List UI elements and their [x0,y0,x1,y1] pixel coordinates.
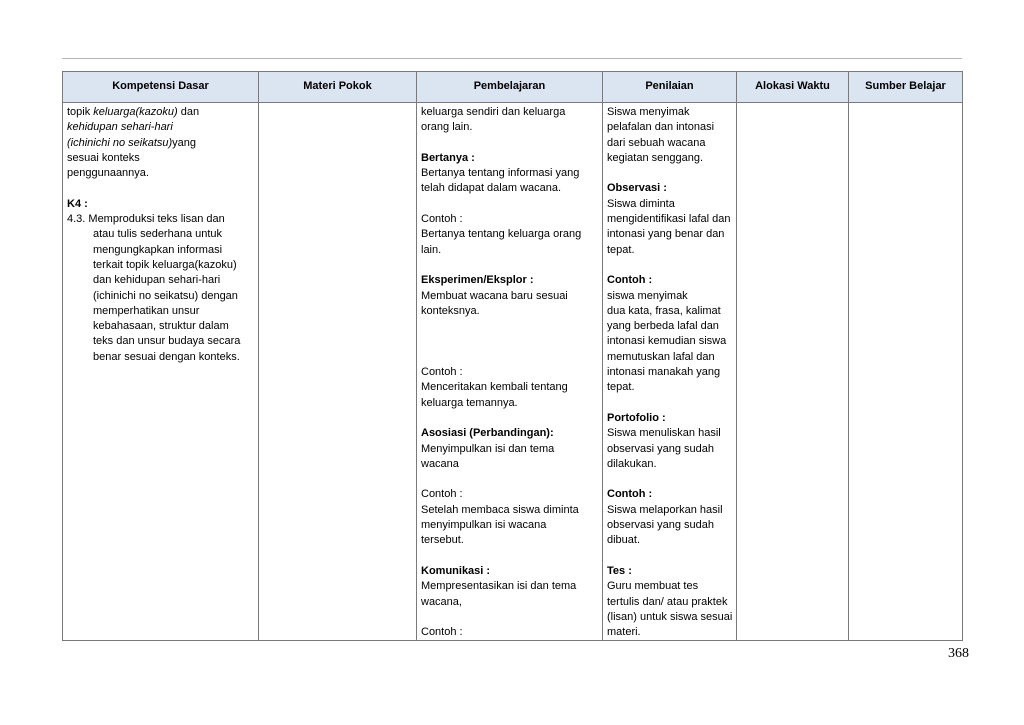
kd-italic-term: keluarga(kazoku) [93,106,178,118]
kd-point-line: mengungkapkan informasi [93,243,223,256]
penilaian-line: memutuskan lafal dan [607,350,715,363]
header-materi-pokok: Materi Pokok [259,72,417,103]
penilaian-line: Siswa diminta [607,197,675,210]
cell-pembelajaran [417,103,603,641]
penilaian-line: dari sebuah wacana [607,136,706,149]
pembelajaran-line: Menceritakan kembali tentang [421,381,568,394]
section-heading-observasi: Observasi : [607,182,667,195]
penilaian-line: dibuat. [607,534,641,547]
penilaian-line: tepat. [607,243,635,256]
contoh-label: Contoh : [421,366,463,379]
kd-point-line: kebahasaan, struktur dalam [93,320,229,333]
lesson-plan-table [62,71,963,641]
penilaian-line: intonasi kemudian siswa [607,335,727,348]
penilaian-line: observasi yang sudah [607,519,715,532]
penilaian-line: intonasi manakah yang [607,366,721,379]
kd-point-line: 4.3. Memproduksi teks lisan dan [67,213,225,226]
section-heading-eksperimen: Eksperimen/Eksplor : [421,274,534,287]
kd-point-line: memperhatikan unsur [93,304,200,317]
penilaian-line: siswa menyimak [607,289,688,302]
section-heading-tes: Tes : [607,564,632,577]
pembelajaran-line: Mempresentasikan isi dan tema [421,580,577,593]
penilaian-line: dua kata, frasa, kalimat [607,304,721,317]
penilaian-line: (lisan) untuk siswa sesuai [607,610,733,623]
penilaian-line: materi. [607,626,641,639]
kd-point-line: (ichinichi no seikatsu) dengan [93,289,238,302]
section-heading-contoh: Contoh : [607,274,653,287]
cell-alokasi-waktu [737,103,849,641]
kd-line [67,105,254,120]
contoh-label: Contoh : [421,488,463,501]
penilaian-line: Siswa melaporkan hasil [607,503,723,516]
header-kompetensi-dasar: Kompetensi Dasar [63,72,259,103]
cell-kompetensi-dasar [63,103,259,641]
pembelajaran-line: wacana, [421,595,462,608]
header-penilaian: Penilaian [603,72,737,103]
section-heading-asosiasi: Asosiasi (Perbandingan): [421,427,554,440]
kd-text: yang [172,136,197,149]
penilaian-line: Siswa menuliskan hasil [607,427,721,440]
pembelajaran-line: keluarga sendiri dan keluarga [421,106,566,118]
contoh-label: Contoh : [421,213,463,226]
header-alokasi-waktu: Alokasi Waktu [737,72,849,103]
pembelajaran-line: Membuat wacana baru sesuai [421,289,568,302]
kd-italic-term: (ichinichi no seikatsu) [67,136,173,149]
penilaian-line: intonasi yang benar dan [607,228,725,241]
header-pembelajaran: Pembelajaran [417,72,603,103]
table-row [63,103,963,641]
pembelajaran-line: wacana [421,457,459,470]
kd-line: sesuai konteks [67,151,140,164]
section-heading-contoh: Contoh : [607,488,653,501]
page-number: 368 [948,646,969,661]
pembelajaran-line: orang lain. [421,121,473,134]
pembelajaran-line: Menyimpulkan isi dan tema [421,442,555,455]
pembelajaran-line: telah didapat dalam wacana. [421,182,562,195]
table-header-row [63,72,963,103]
kd-k4-heading: K4 : [67,197,88,210]
kd-point-line: atau tulis sederhana untuk [93,228,223,241]
pembelajaran-line: konteksnya. [421,304,480,317]
penilaian-line: observasi yang sudah [607,442,715,455]
pembelajaran-line: Setelah membaca siswa diminta [421,503,579,516]
section-heading-portofolio: Portofolio : [607,411,666,424]
penilaian-line: Guru membuat tes [607,580,699,593]
kd-line: penggunaannya. [67,167,149,180]
kd-line [67,136,254,151]
penilaian-line: tertulis dan/ atau praktek [607,595,728,608]
header-sumber-belajar: Sumber Belajar [849,72,963,103]
penilaian-line: mengidentifikasi lafal dan [607,213,731,226]
cell-materi-pokok [259,103,417,641]
pembelajaran-line: Bertanya tentang informasi yang [421,167,580,180]
contoh-label: Contoh : [421,626,463,639]
cell-penilaian [603,103,737,641]
penilaian-line: yang berbeda lafal dan [607,320,719,333]
penilaian-line: pelafalan dan intonasi [607,121,715,134]
kd-italic-term: kehidupan sehari-hari [67,121,173,134]
penilaian-line: tepat. [607,381,635,394]
cell-sumber-belajar [849,103,963,641]
pembelajaran-line: menyimpulkan isi wacana [421,519,547,532]
kd-point-line: dan kehidupan sehari-hari [93,274,221,287]
pembelajaran-line: lain. [421,243,442,256]
penilaian-line: kegiatan senggang. [607,151,704,164]
kd-point-line: teks dan unsur budaya secara [93,335,241,348]
section-heading-bertanya: Bertanya : [421,151,475,164]
pembelajaran-line: Bertanya tentang keluarga orang [421,228,582,241]
header-rule [62,58,962,59]
kd-text: dan [177,106,200,118]
pembelajaran-line: keluarga temannya. [421,396,518,409]
penilaian-line: dilakukan. [607,457,657,470]
kd-point-line: benar sesuai dengan konteks. [93,350,240,363]
pembelajaran-line: tersebut. [421,534,464,547]
section-heading-komunikasi: Komunikasi : [421,564,491,577]
penilaian-line: Siswa menyimak [607,106,690,118]
kd-text: topik [67,106,94,118]
kd-point-line: terkait topik keluarga(kazoku) [93,258,237,271]
